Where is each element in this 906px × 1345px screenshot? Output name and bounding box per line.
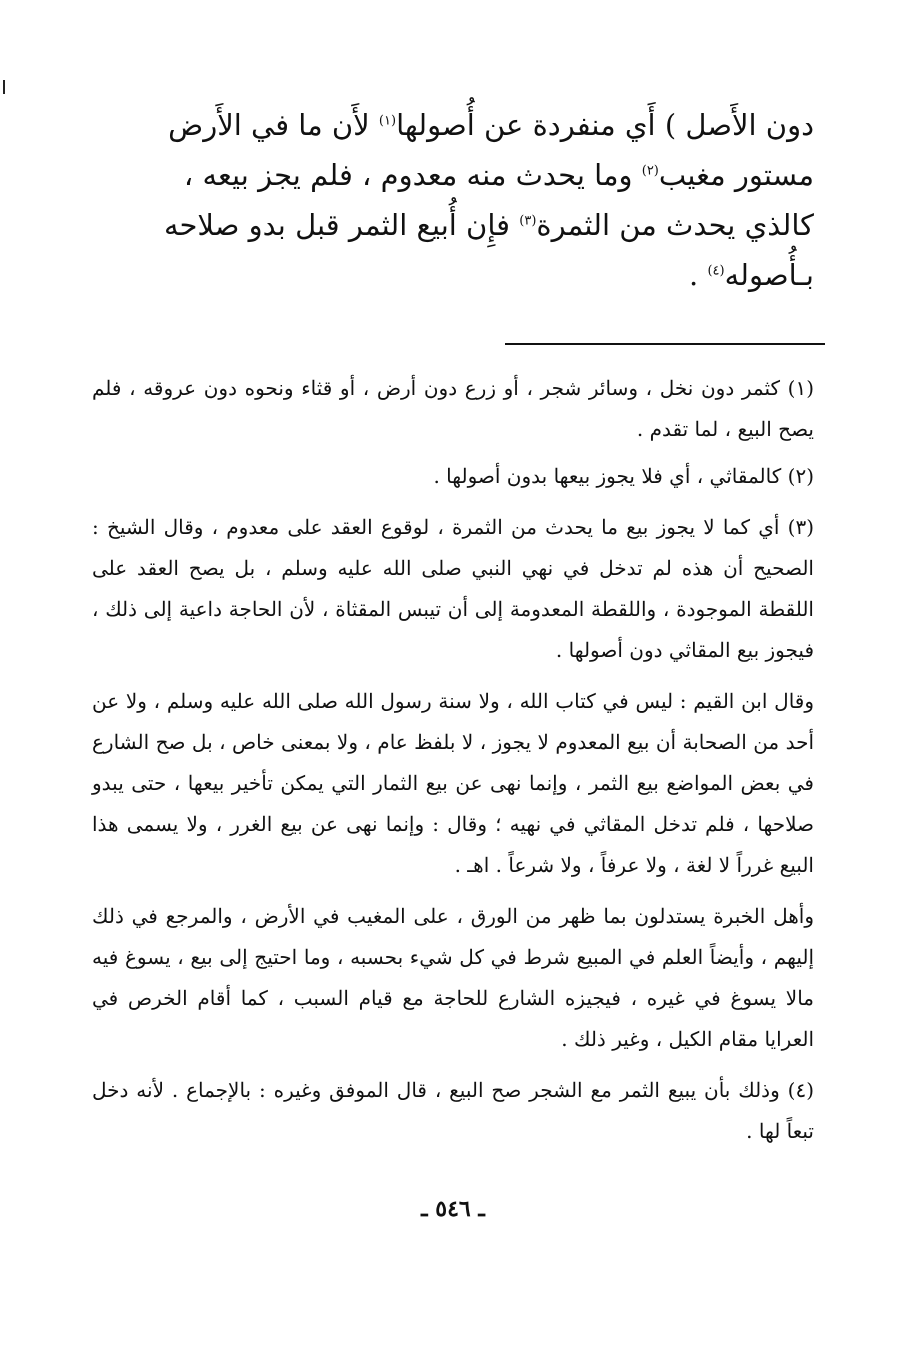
main-line-4	[92, 250, 814, 300]
footnote-1: (١) كثمر دون نخل ، وسائر شجر ، أو زرع دون أرض ، أو قثاء ونحوه دون عروقه ، فلم يصح البيع ، لما تقدم .	[92, 376, 814, 441]
footnote-divider	[505, 343, 825, 345]
footnote-ref-3: (٣)	[519, 213, 537, 229]
main-line-1-text: دون الأَصل ) أَي منفردة عن أُصولها	[396, 108, 814, 142]
footnote-3: (٣) أي كما لا يجوز بيع ما يحدث من الثمرة ، لوقوع العقد على معدوم ، وقال الشيخ : الصحيح أن هذه لم تدخل في نهي النبي صلى الله عليه وسلم ، بل يصح العقد على اللقطة الموجودة ، واللقطة المعدومة إلى أن تيبس المقثاة ، لأن الحاجة داعية إلى ذلك ، فيجوز بيع المقاثي دون أصولها .	[92, 515, 814, 662]
footnote-ref-2: (٢)	[641, 163, 659, 179]
main-line-1-cont: لأَن ما في الأَرض	[168, 108, 379, 142]
main-line-3-text: كالذي يحدث من الثمرة	[536, 208, 814, 242]
main-line-2	[92, 150, 814, 200]
main-line-4-cont: .	[689, 258, 708, 292]
footnote-2: (٢) كالمقاثي ، أي فلا يجوز بيعها بدون أصولها .	[433, 464, 814, 488]
scan-edge-mark	[3, 80, 5, 94]
page-number: ـ ٥٤٦ ـ	[421, 1196, 485, 1222]
main-line-1	[92, 100, 814, 150]
main-line-4-text: بـأُصوله	[724, 258, 814, 292]
footnote-3-ibn-al-qayyim: وقال ابن القيم : ليس في كتاب الله ، ولا سنة رسول الله صلى الله عليه وسلم ، ولا عن أحد من الصحابة أن بيع المعدوم لا يجوز ، لا بلفظ عام ، ولا بمعنى خاص ، بل صح الشارع في بعض المواضع بيع الثمر ، وإنما نهى عن بيع الثمار التي يمكن تأخير بيعها ، حتى يبدو صلاحها ، فلم تدخل المقاثي في نهيه ؛ وقال : وإنما نهى عن بيع الغرر ، ولا يسمى هذا البيع غرراً لا لغة ، ولا عرفاً ، ولا شرعاً . اهـ .	[92, 689, 815, 877]
footnotes	[92, 368, 814, 1162]
main-line-3	[92, 200, 814, 250]
footnote-ref-4: (٤)	[707, 263, 725, 279]
main-line-2-text: مستور مغيب	[658, 158, 814, 192]
footnote-3-experts: وأهل الخبرة يستدلون بما ظهر من الورق ، على المغيب في الأرض ، والمرجع في ذلك إليهم ، وأيضاً العلم في المبيع شرط في كل شيء بحسبه ، وما احتيج إلى بيع ، يسوغ فيه مالا يسوغ في غيره ، فيجيزه الشارع للحاجة مع قيام السبب ، كما أقام الخرص في العرايا مقام الكيل ، وغير ذلك .	[92, 904, 814, 1051]
footnote-ref-1: (١)	[378, 113, 397, 129]
footnote-4: (٤) وذلك بأن يبيع الثمر مع الشجر صح البيع ، قال الموفق وغيره : بالإجماع . لأنه دخل تبعاً لها .	[92, 1078, 814, 1143]
main-line-3-cont: فإِن أُبيع الثمر قبل بدو صلاحه	[163, 208, 520, 242]
main-text	[92, 100, 814, 300]
main-line-2-cont: وما يحدث منه معدوم ، فلم يجز بيعه ،	[183, 158, 642, 192]
